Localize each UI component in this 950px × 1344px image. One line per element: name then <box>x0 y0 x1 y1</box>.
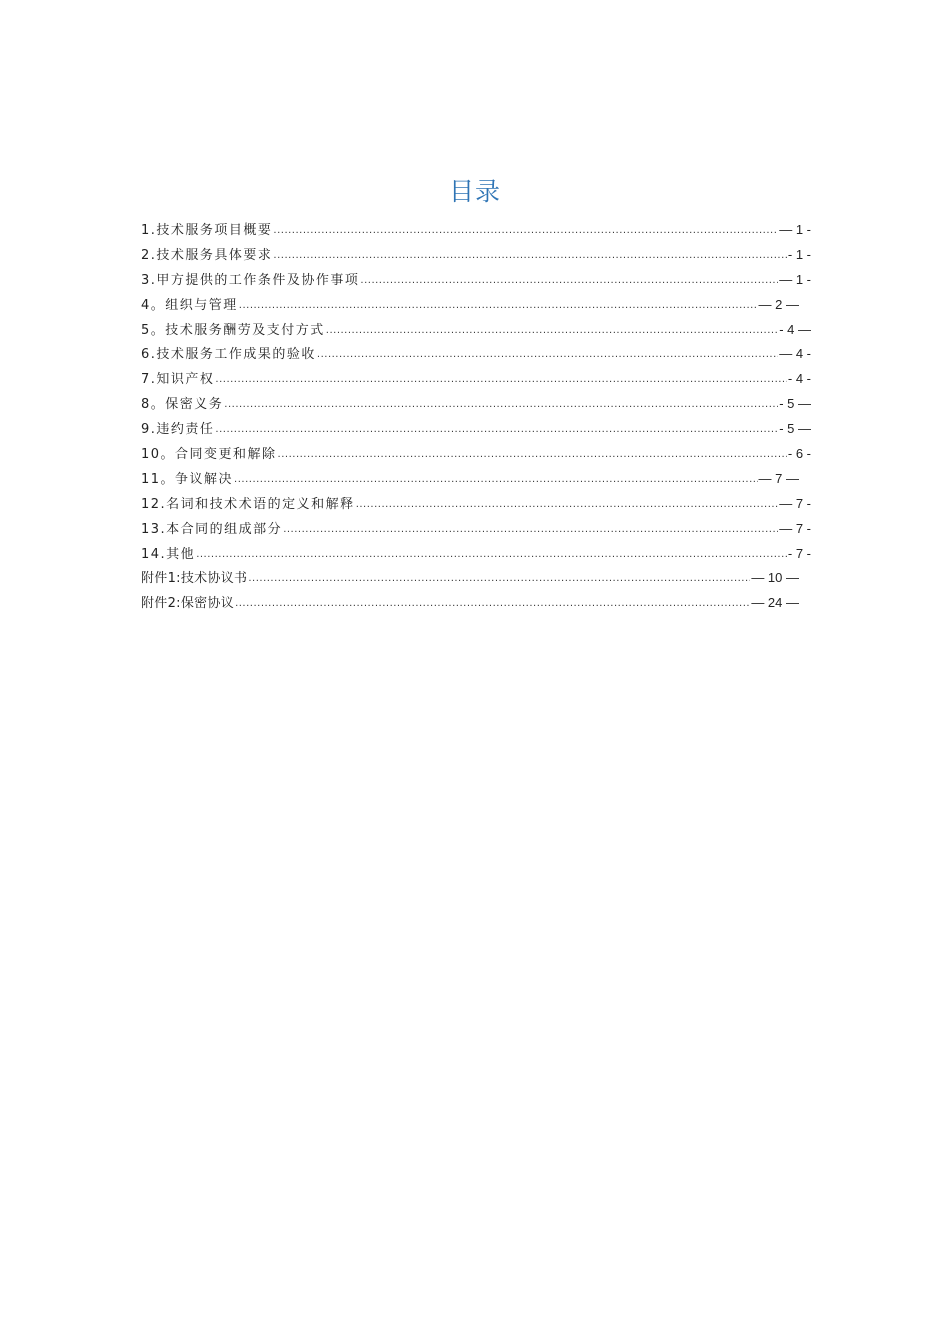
toc-entry-attachment[interactable] <box>141 566 811 591</box>
toc-entry[interactable] <box>141 467 811 492</box>
toc-leader-dots <box>224 393 778 418</box>
toc-entry-page: - 1 - <box>787 246 811 262</box>
toc-leader-dots <box>215 418 778 443</box>
toc-entry-page: — 10 — <box>751 570 799 586</box>
toc-entry-label: 12.名词和技术术语的定义和解释 <box>141 496 355 512</box>
toc-entry[interactable] <box>141 318 811 343</box>
toc-leader-dots <box>278 443 787 468</box>
toc-entry-label: 附件1:技术协议书 <box>141 571 248 587</box>
toc-leader-dots <box>356 493 779 518</box>
toc-entry-page: — 4 - <box>779 346 811 362</box>
toc-entry-page: — 24 — <box>751 595 799 611</box>
toc-title: 目录 <box>448 177 501 206</box>
table-of-contents <box>141 218 811 616</box>
toc-leader-dots <box>239 294 758 319</box>
toc-entry-page: - 4 - <box>787 371 811 387</box>
toc-leader-dots <box>317 343 778 368</box>
toc-entry-label: 3.甲方提供的工作条件及协作事项 <box>141 272 360 288</box>
toc-entry[interactable] <box>141 342 811 367</box>
toc-entry[interactable] <box>141 367 811 392</box>
toc-entry[interactable] <box>141 492 811 517</box>
toc-entry-page: — 7 - <box>779 520 811 536</box>
toc-entry-label: 13.本合同的组成部分 <box>141 521 283 537</box>
toc-entry-label: 6.技术服务工作成果的验收 <box>141 347 316 363</box>
toc-entry-label: 10。合同变更和解除 <box>141 447 277 463</box>
toc-entry-label: 5。技术服务酬劳及支付方式 <box>141 322 325 338</box>
toc-entry-page: — 1 - <box>779 271 811 287</box>
toc-entry-label: 14.其他 <box>141 546 196 562</box>
toc-leader-dots <box>196 543 787 568</box>
toc-leader-dots <box>273 244 786 269</box>
toc-entry-label: 11。争议解决 <box>141 471 234 487</box>
toc-entry-page: - 5 — <box>779 396 811 412</box>
toc-entry-label: 7.知识产权 <box>141 372 215 388</box>
toc-entry-label: 2.技术服务具体要求 <box>141 247 273 263</box>
toc-entry-attachment[interactable] <box>141 591 811 616</box>
toc-entry-page: - 6 - <box>787 446 811 462</box>
toc-entry-page: - 4 — <box>779 321 811 337</box>
toc-entry-label: 4。组织与管理 <box>141 297 238 313</box>
toc-leader-dots <box>215 368 786 393</box>
toc-entry[interactable] <box>141 243 811 268</box>
toc-leader-dots <box>326 319 778 344</box>
toc-entry-page: — 2 — <box>758 296 799 312</box>
toc-entry-label: 9.违约责任 <box>141 422 215 438</box>
toc-leader-dots <box>235 592 750 617</box>
toc-entry-page: — 7 - <box>779 495 811 511</box>
toc-leader-dots <box>283 518 778 543</box>
toc-entry-label: 8。保密义务 <box>141 397 224 413</box>
toc-entry-page: - 7 - <box>787 545 811 561</box>
toc-leader-dots <box>234 468 757 493</box>
toc-entry[interactable] <box>141 218 811 243</box>
toc-entry-page: — 1 - <box>779 222 811 237</box>
toc-leader-dots <box>360 269 778 294</box>
toc-entry[interactable] <box>141 392 811 417</box>
toc-entry[interactable] <box>141 293 811 318</box>
toc-leader-dots <box>273 219 778 244</box>
toc-entry[interactable] <box>141 542 811 567</box>
toc-entry[interactable] <box>141 417 811 442</box>
toc-entry[interactable] <box>141 268 811 293</box>
toc-entry-label: 附件2:保密协议 <box>141 596 235 612</box>
toc-entry-page: - 5 — <box>779 421 811 437</box>
toc-entry[interactable] <box>141 517 811 542</box>
toc-entry-label: 1.技术服务项目概要 <box>141 223 273 238</box>
toc-leader-dots <box>248 567 750 592</box>
toc-entry[interactable] <box>141 442 811 467</box>
toc-entry-page: — 7 — <box>758 470 799 486</box>
